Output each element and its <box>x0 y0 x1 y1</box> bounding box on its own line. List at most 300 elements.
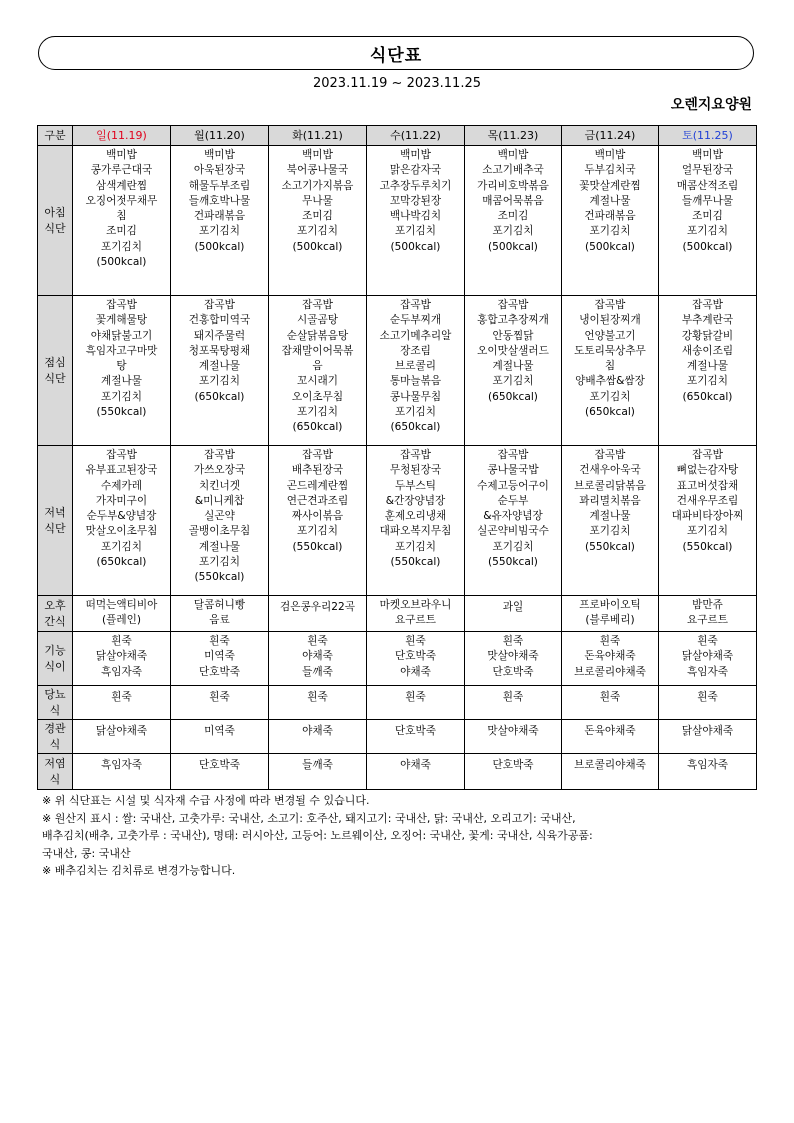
menu-item: 음 <box>312 360 323 373</box>
menu-item: 탕 <box>116 360 127 373</box>
menu-item: 흰죽 <box>697 691 718 703</box>
menu-item: 포기김치 <box>492 225 534 238</box>
menu-item: 흑임자죽 <box>687 759 728 771</box>
menu-item: 순두부 <box>497 494 529 507</box>
note-line: ※ 원산지 표시 : 쌀: 국내산, 고춧가루: 국내산, 소고기: 호주산, 돼지고기: 국내산, 닭: 국내산, 오리고기: 국내산, <box>42 811 576 825</box>
menu-item: 짜사이볶음 <box>291 510 344 523</box>
menu-item: &유자양념장 <box>483 510 543 523</box>
menu-cell <box>171 296 269 446</box>
menu-item: 요구르트 <box>395 614 436 627</box>
menu-cell <box>465 754 562 790</box>
meal-label-line: 경관 <box>44 721 66 735</box>
menu-item: (500kcal) <box>194 240 245 253</box>
menu-item: 해물두부조림 <box>188 179 251 192</box>
menu-item: 새송이조림 <box>681 344 734 357</box>
menu-cell <box>73 446 171 596</box>
menu-item: 흰죽 <box>307 691 328 703</box>
menu-item: 잡곡밥 <box>204 299 235 311</box>
menu-item: 밤만쥬 <box>692 599 723 611</box>
menu-item: 두부김치국 <box>584 164 636 177</box>
menu-item: 건새우아욱국 <box>579 464 641 477</box>
menu-item: 훈제오리냉채 <box>384 510 447 523</box>
menu-item: 잡곡밥 <box>594 449 626 461</box>
menu-item: 백미밥 <box>106 149 137 161</box>
menu-cell <box>562 632 659 686</box>
note-line: ※ 위 식단표는 시설 및 식자재 수급 사정에 따라 변경될 수 있습니다. <box>42 794 370 807</box>
menu-cell <box>465 720 562 754</box>
menu-item: 계절나물 <box>589 194 631 207</box>
menu-item: 검은콩우리22곡 <box>280 601 355 613</box>
menu-item: 얼무된장국 <box>681 164 734 177</box>
menu-item: 백나박김치 <box>389 210 442 223</box>
menu-cell <box>269 632 367 686</box>
menu-item: 순두부&양념장 <box>86 510 157 523</box>
menu-item: 수제고등어구이 <box>477 479 549 492</box>
day-label: 수(11.22) <box>390 128 441 142</box>
menu-cell <box>659 754 757 790</box>
menu-item: 계절나물 <box>101 375 142 388</box>
menu-item: 꽃맛살계란찜 <box>579 179 641 192</box>
menu-item: 포기김치 <box>297 525 338 538</box>
menu-item: 잡곡밥 <box>400 299 431 311</box>
menu-item: 포기김치 <box>297 406 338 419</box>
menu-item: 잡곡밥 <box>106 449 137 461</box>
menu-cell <box>562 686 659 720</box>
menu-item: 도토리묵상추무 <box>574 344 646 357</box>
menu-cell <box>367 596 465 632</box>
menu-item: 포기김치 <box>101 390 142 403</box>
menu-item: 포기김치 <box>589 525 631 538</box>
meal-row <box>38 596 757 632</box>
day-label: 금(11.24) <box>584 128 636 142</box>
menu-item: 잡곡밥 <box>204 449 235 461</box>
menu-item: (550kcal) <box>585 540 635 553</box>
menu-item: 흰죽 <box>405 635 426 647</box>
menu-item: (500kcal) <box>585 240 635 253</box>
menu-table <box>37 125 757 790</box>
menu-cell <box>367 296 465 446</box>
menu-cell <box>562 296 659 446</box>
menu-body <box>38 146 757 790</box>
menu-item: 잡곡밥 <box>302 299 333 311</box>
menu-cell <box>659 596 757 632</box>
note-line: ※ 배추김치는 김치류로 변경가능합니다. <box>42 864 236 877</box>
menu-item: 백미밥 <box>400 149 431 161</box>
menu-item: 들깨죽 <box>302 759 333 771</box>
menu-item: 실곤약 <box>204 510 235 523</box>
menu-item: 잡곡밥 <box>302 449 333 461</box>
menu-cell <box>73 720 171 754</box>
menu-cell <box>367 446 465 596</box>
menu-cell <box>367 754 465 790</box>
menu-cell <box>73 296 171 446</box>
day-label: 일(11.19) <box>96 128 147 142</box>
notes <box>42 792 757 880</box>
page-title: 식단표 <box>369 45 423 66</box>
meal-label <box>38 596 73 632</box>
menu-cell <box>73 632 171 686</box>
menu-item: (500kcal) <box>390 240 441 253</box>
menu-item: 실곤약비빔국수 <box>477 525 549 538</box>
menu-item: 포기김치 <box>492 375 534 388</box>
day-header <box>562 126 659 146</box>
menu-item: 계절나물 <box>687 360 728 373</box>
menu-item: 소고기가지볶음 <box>281 179 354 192</box>
menu-cell <box>367 146 465 296</box>
menu-item: 포기김치 <box>687 525 728 538</box>
menu-cell <box>465 146 562 296</box>
note-line: 배추김치(배추, 고춧가루 : 국내산), 명태: 러시아산, 고등어: 노르웨이산, 오징어: 국내산, 꽃게: 국내산, 식육가공품: <box>42 829 593 842</box>
menu-item: 수제카레 <box>101 479 142 492</box>
note-line: 국내산, 콩: 국내산 <box>42 846 131 860</box>
menu-item: 브로콜리 <box>395 360 436 373</box>
meal-label <box>38 446 73 596</box>
menu-item: 백미밥 <box>302 149 333 161</box>
menu-item: 연근견과조림 <box>286 494 349 507</box>
menu-item: 단호박죽 <box>395 650 436 663</box>
menu-item: 잡곡밥 <box>497 449 529 461</box>
menu-item: 통마늘볶음 <box>389 375 442 388</box>
meal-label-line: 저녁 <box>44 505 66 519</box>
meal-label <box>38 296 73 446</box>
menu-item: (650kcal) <box>96 556 147 569</box>
meal-row <box>38 686 757 720</box>
meal-label-line: 식 <box>49 737 61 751</box>
menu-item: (650kcal) <box>390 421 441 434</box>
menu-cell <box>562 754 659 790</box>
menu-item: 고추장두루치기 <box>379 179 452 192</box>
menu-item: (650kcal) <box>585 406 635 419</box>
menu-item: 달콤허니빵 <box>193 599 246 611</box>
menu-item: 흰죽 <box>307 635 328 647</box>
menu-item: (650kcal) <box>194 390 245 403</box>
menu-item: 순두부찌개 <box>389 314 442 327</box>
menu-item: (650kcal) <box>292 421 343 434</box>
menu-item: 야채죽 <box>400 665 431 678</box>
menu-item: 마켓오브라우니 <box>379 599 452 611</box>
menu-item: 장조림 <box>400 344 431 357</box>
menu-item: 미역죽 <box>204 725 235 737</box>
menu-item: (550kcal) <box>682 540 733 553</box>
day-label: 토(11.25) <box>682 128 733 142</box>
menu-item: 잡곡밥 <box>594 299 626 311</box>
menu-item: 백미밥 <box>692 149 723 161</box>
menu-item: (550kcal) <box>194 571 245 584</box>
menu-item: 단호박죽 <box>492 665 534 678</box>
menu-item: 대파비타장아찌 <box>671 510 744 523</box>
menu-item: 조미김 <box>497 210 529 223</box>
menu-item: (500kcal) <box>682 240 733 253</box>
menu-item: 흰죽 <box>111 635 132 647</box>
meal-label <box>38 720 73 754</box>
menu-item: 단호박죽 <box>492 759 534 771</box>
menu-item: 잡곡밥 <box>400 449 431 461</box>
menu-item: 돼지주물럭 <box>193 329 246 342</box>
meal-row <box>38 632 757 686</box>
menu-item: 아욱된장국 <box>193 164 246 177</box>
header-row <box>38 126 757 146</box>
meal-label-line: 아침 <box>44 205 66 219</box>
menu-cell <box>562 720 659 754</box>
menu-item: &미니케찹 <box>194 494 245 507</box>
day-header <box>269 126 367 146</box>
menu-item: 야채죽 <box>302 725 333 737</box>
menu-item: (550kcal) <box>390 556 441 569</box>
menu-item: 삼색계란찜 <box>95 179 148 192</box>
menu-item: 닭살야채죽 <box>95 650 148 663</box>
menu-item: 청포묵탕평채 <box>188 344 251 357</box>
menu-item: (550kcal) <box>292 540 343 553</box>
menu-cell <box>73 146 171 296</box>
menu-item: 포기김치 <box>101 240 142 253</box>
menu-item: 안동찜닭 <box>492 329 534 342</box>
menu-cell <box>73 686 171 720</box>
menu-item: 프로바이오틱 <box>579 599 641 611</box>
menu-item: 흰죽 <box>599 635 621 647</box>
menu-item: 맛살야채죽 <box>487 650 539 663</box>
meal-label <box>38 632 73 686</box>
menu-cell <box>562 596 659 632</box>
menu-cell <box>562 446 659 596</box>
menu-cell <box>171 686 269 720</box>
menu-item: 계절나물 <box>492 360 534 373</box>
meal-label-line: 당뇨 <box>44 687 66 701</box>
menu-item: 골뱅이초무침 <box>188 525 251 538</box>
menu-item: 콩가루근대국 <box>90 164 153 177</box>
menu-item: 들깨죽 <box>302 665 333 678</box>
menu-cell <box>269 146 367 296</box>
menu-cell <box>367 632 465 686</box>
menu-item: 야채죽 <box>400 759 431 771</box>
menu-cell <box>659 296 757 446</box>
menu-item: (550kcal) <box>96 406 147 419</box>
menu-item: 흰죽 <box>405 691 426 703</box>
menu-cell <box>269 754 367 790</box>
menu-cell <box>659 446 757 596</box>
menu-cell <box>659 146 757 296</box>
menu-cell <box>465 632 562 686</box>
menu-item: 소고기메추리알 <box>379 329 452 342</box>
menu-cell <box>659 632 757 686</box>
menu-item: 북어콩나물국 <box>286 164 349 177</box>
menu-item: 콩나물국밥 <box>487 464 539 477</box>
menu-item: 흰죽 <box>697 635 718 647</box>
menu-cell <box>269 720 367 754</box>
menu-cell <box>659 720 757 754</box>
menu-item: &간장양념장 <box>385 494 446 507</box>
menu-item: 곤드레계란찜 <box>286 479 349 492</box>
menu-item: 양배추쌈&쌈장 <box>575 375 645 388</box>
menu-item: 포기김치 <box>199 556 240 569</box>
meal-label <box>38 754 73 790</box>
menu-item: 포기김치 <box>395 540 436 553</box>
menu-item: 포기김치 <box>687 225 728 238</box>
menu-item: 요구르트 <box>687 614 728 627</box>
menu-item: 표고버섯잡채 <box>676 479 739 492</box>
menu-item: 음료 <box>209 614 230 627</box>
meal-row <box>38 720 757 754</box>
menu-item: (플레인) <box>102 614 141 627</box>
menu-item: 잡곡밥 <box>497 299 529 311</box>
menu-item: 꼬막강된장 <box>389 194 442 207</box>
meal-row <box>38 754 757 790</box>
menu-item: (550kcal) <box>488 556 538 569</box>
menu-item: 잡곡밥 <box>106 299 137 311</box>
menu-cell <box>171 720 269 754</box>
menu-cell <box>465 596 562 632</box>
menu-item: 흰죽 <box>502 691 524 703</box>
menu-cell <box>171 146 269 296</box>
menu-item: 매콤어묵볶음 <box>482 194 544 207</box>
menu-item: 부추계란국 <box>681 314 734 327</box>
meal-label <box>38 686 73 720</box>
menu-cell <box>465 446 562 596</box>
menu-cell <box>269 446 367 596</box>
menu-cell <box>367 686 465 720</box>
meal-row <box>38 296 757 446</box>
menu-item: 과일 <box>502 601 524 613</box>
menu-item: 오징어젓무채무 <box>85 194 158 207</box>
menu-item: 가리비호박볶음 <box>477 179 549 192</box>
menu-item: 단호박죽 <box>199 759 240 771</box>
menu-item: 잡채말이어묵볶 <box>281 344 354 357</box>
period-range: 2023.11.19 ~ 2023.11.25 <box>312 76 482 91</box>
menu-item: 가자미구이 <box>95 494 148 507</box>
menu-cell <box>171 632 269 686</box>
menu-item: 가쓰오장국 <box>193 464 246 477</box>
menu-item: 배추된장국 <box>291 464 344 477</box>
meal-label <box>38 146 73 296</box>
menu-cell <box>269 686 367 720</box>
menu-item: 백미밥 <box>204 149 235 161</box>
meal-label-line: 식 <box>49 772 61 786</box>
menu-item: 브로콜리닭볶음 <box>574 479 646 492</box>
menu-item: 백미밥 <box>497 149 529 161</box>
menu-item: (500kcal) <box>292 240 343 253</box>
menu-item: 포기김치 <box>492 540 534 553</box>
meal-row <box>38 446 757 596</box>
meal-label-line: 식단 <box>44 221 66 235</box>
menu-item: 닭살야채죽 <box>681 725 734 737</box>
day-label: 목(11.23) <box>487 128 539 142</box>
menu-item: 백미밥 <box>594 149 626 161</box>
menu-item: 닭살야채죽 <box>95 725 148 737</box>
menu-item: 흑임자죽 <box>101 759 142 771</box>
menu-item: 침 <box>604 360 616 373</box>
menu-item: 계절나물 <box>199 360 240 373</box>
menu-item: 치킨너겟 <box>199 479 240 492</box>
menu-item: 조미김 <box>692 210 723 223</box>
menu-item: 들깨호박나물 <box>188 194 251 207</box>
menu-item: 맛살야채죽 <box>487 725 539 737</box>
menu-item: 꼬시래기 <box>297 375 338 388</box>
menu-item: 떠먹는액티비아 <box>85 599 158 611</box>
day-label: 월(11.20) <box>194 128 245 142</box>
menu-item: (500kcal) <box>488 240 538 253</box>
menu-item: 소고기배추국 <box>482 164 544 177</box>
menu-item: 잡곡밥 <box>692 449 723 461</box>
menu-item: 포기김치 <box>589 390 631 403</box>
menu-cell <box>659 686 757 720</box>
menu-item: (블루베리) <box>585 614 635 627</box>
day-label: 화(11.21) <box>292 128 343 142</box>
menu-cell <box>171 596 269 632</box>
menu-item: 홍합고추장찌개 <box>477 314 549 327</box>
menu-item: 계절나물 <box>589 510 631 523</box>
meal-label-line: 기능 <box>44 643 66 657</box>
menu-item: 조미김 <box>106 225 137 238</box>
menu-item: 오이초무침 <box>291 390 344 403</box>
menu-item: 순살닭볶음탕 <box>286 329 349 342</box>
menu-item: 들깨무나물 <box>681 194 734 207</box>
menu-item: 흰죽 <box>599 691 621 703</box>
menu-item: 포기김치 <box>101 540 142 553</box>
menu-item: 대파오복지무침 <box>379 525 452 538</box>
meal-label-line: 식 <box>49 703 61 717</box>
menu-item: 시골곰탕 <box>297 314 338 327</box>
meal-label-line: 간식 <box>44 614 66 628</box>
meal-label-line: 식단 <box>44 521 66 535</box>
menu-item: 돈육야채죽 <box>584 725 636 737</box>
menu-cell <box>171 754 269 790</box>
meal-row <box>38 146 757 296</box>
menu-item: 흰죽 <box>502 635 524 647</box>
day-header <box>659 126 757 146</box>
menu-item: 흰죽 <box>111 691 132 703</box>
menu-item: 흑임자죽 <box>687 665 728 678</box>
menu-item: 브로콜리야채죽 <box>574 759 646 771</box>
menu-item: 건홍합미역국 <box>188 314 251 327</box>
menu-item: 포기김치 <box>687 375 728 388</box>
menu-item: 건파래볶음 <box>584 210 636 223</box>
meal-label-line: 점심 <box>44 355 66 369</box>
menu-item: 언양불고기 <box>584 329 636 342</box>
menu-item: 건파래볶음 <box>193 210 246 223</box>
day-header <box>171 126 269 146</box>
menu-item: 무나물 <box>302 194 333 207</box>
menu-cell <box>562 146 659 296</box>
menu-item: (650kcal) <box>488 390 538 403</box>
menu-item: 침 <box>116 210 127 223</box>
meal-label-line: 오후 <box>44 598 66 612</box>
menu-item: 계절나물 <box>199 540 240 553</box>
menu-item: 뼈없는감자탕 <box>676 464 739 477</box>
meal-label-line: 식이 <box>44 659 66 673</box>
menu-item: 유부표고된장국 <box>85 464 158 477</box>
menu-cell <box>73 754 171 790</box>
menu-item: 건새우무조림 <box>676 494 739 507</box>
menu-item: 냉이된장찌개 <box>579 314 641 327</box>
menu-item: 브로콜리야채죽 <box>574 665 646 678</box>
menu-item: 강황닭갈비 <box>681 329 734 342</box>
menu-item: 흑임자고구마맛 <box>85 344 158 357</box>
menu-item: 포기김치 <box>199 375 240 388</box>
menu-item: 단호박죽 <box>395 725 436 737</box>
menu-cell <box>73 596 171 632</box>
menu-item: 포기김치 <box>589 225 631 238</box>
menu-item: 흑임자죽 <box>101 665 142 678</box>
menu-item: 흰죽 <box>209 635 230 647</box>
menu-item: 야채닭불고기 <box>90 329 153 342</box>
facility-name: 오렌지요양원 <box>670 97 752 113</box>
menu-item: 맑은감자국 <box>389 164 442 177</box>
menu-item: 포기김치 <box>297 225 338 238</box>
menu-item: 두부스틱 <box>395 479 436 492</box>
menu-cell <box>171 446 269 596</box>
menu-item: 꽈리멸치볶음 <box>579 494 641 507</box>
menu-item: 잡곡밥 <box>692 299 723 311</box>
menu-cell <box>465 686 562 720</box>
